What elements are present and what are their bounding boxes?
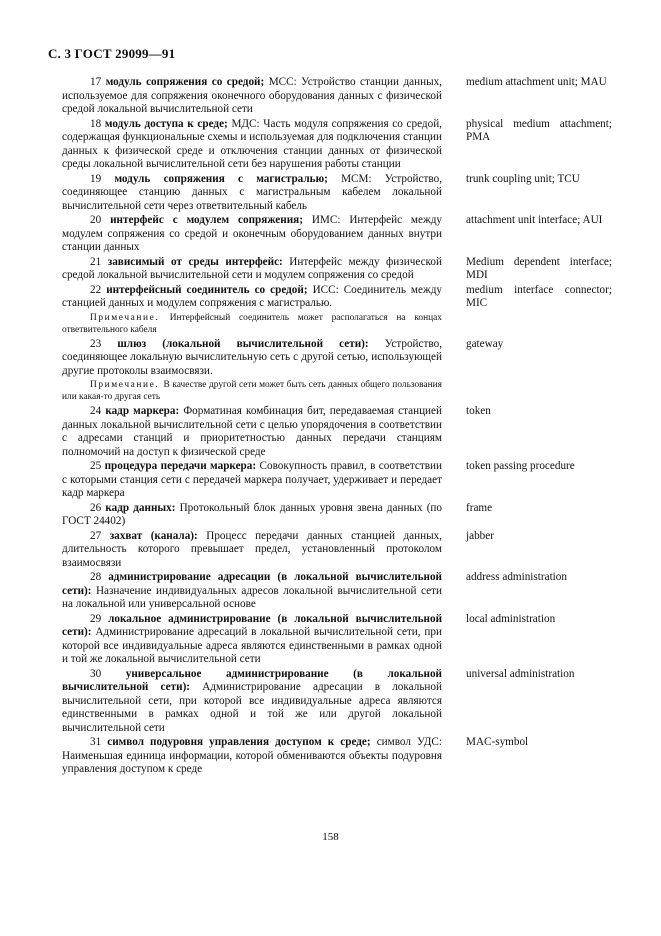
glossary-entry [62,502,612,529]
glossary-entry [62,338,612,379]
entry-english-term: gateway [466,337,504,350]
entry-number: 24 [90,405,106,417]
glossary-entry [62,613,612,667]
entry-text: Протокольный блок данных уровня звена данных (по ГОСТ 24402) [62,501,442,527]
entry-term: символ подуровня управления доступом к среде; [107,736,377,748]
entry-term: процедура передачи маркера: [104,460,260,472]
entry-number: 27 [90,529,110,542]
entry-number: 30 [90,667,126,680]
entry-text: Совокупность правил, в соответствии с которыми станция сети с передачей маркера получает, удерживает и передает кадр маркера [62,460,442,499]
entry-english-term: local administration [466,612,556,625]
glossary-entry [62,405,612,459]
entry-text: МСМ: Устройство, соединяющее станцию данных с магистральным кабелем локальной вычислительной сети через ответвительный кабель [62,172,442,212]
entry-term: интерфейс с модулем сопряжения; [110,214,312,226]
entry-number: 29 [90,612,109,625]
entry-text: Администрирование адресации в локальной вычислительной сети, при которой все индивидуальные адреса являются единственными в рамках одной и той же или другой локальной вычислительной сети [62,681,442,734]
entry-term: администрирование адресации (в локальной вычислительной сети): [62,571,443,597]
entry-english-term: trunk coupling unit; TCU [466,172,580,185]
glossary-entry [62,571,612,612]
entry-definition [62,668,442,736]
entry-definition [62,571,442,612]
entry-number: 22 [90,283,107,296]
entry-definition [62,214,442,255]
entry-note [62,379,442,403]
entry-number: 26 [90,501,106,514]
note-label: Примечание. [90,312,170,323]
entry-definition [62,76,442,117]
entry-term: локальное администрирование (в локальной вычислительной сети): [62,612,443,638]
entry-term: модуль сопряжения со средой; [105,76,269,88]
entry-english-term: medium interface connector; MIC [466,283,612,309]
entry-number: 25 [90,460,105,472]
entry-number: 21 [90,255,108,268]
note-label: Примечание. [90,380,164,390]
entry-definition [62,736,442,777]
entry-term: кадр маркера: [105,405,184,417]
glossary-entry [62,460,612,501]
note-text: В качестве другой сети может быть сеть данных общего пользования или какая-то другая сеть [62,380,442,402]
entry-english-term: token passing procedure [466,460,575,472]
entry-definition [62,460,442,501]
entry-text: ИМС: Интерфейс между модулем сопряжения со средой и оконечным оборудованием данных внутри станции данных [62,214,442,253]
entry-text: Администрирование адресаций в локальной вычислительной сети, при которой все индивидуальные адреса являются единственными в рамках одной и той же локальной вычислительной сети [62,626,442,665]
entry-definition [62,530,442,571]
entry-definition [62,502,442,529]
entry-term: кадр данных: [105,501,180,514]
entry-text: Устройство, соединяющее локальную вычислительную сеть с другой сетью, использующей другие протоколы взаимосвязи. [62,337,442,377]
entry-definition [62,613,442,667]
glossary-entry [62,284,612,311]
entry-text: Интерфейс между физической средой локальной вычислительной сети и модулем сопряжения со средой [62,255,442,281]
page-header: С. 3 ГОСТ 29099—91 [48,46,176,61]
entry-english-term: address administration [466,571,567,583]
glossary-entry [62,118,612,172]
entry-definition [62,405,442,459]
entry-term: зависимый от среды интерфейс: [107,255,290,268]
entry-term: захват (канала): [109,529,207,542]
entry-number: 31 [90,736,108,748]
entry-english-term: token [466,405,491,417]
entry-text: МДС: Часть модуля сопряжения со средой, содержащая функциональные схемы и используемая для подключения станции данных к физической среде и отключения станции данных от физической среды локальной вычислительной сети без нарушения работы станции [62,117,442,170]
glossary-entries [62,76,612,778]
entry-definition [62,284,442,311]
entry-number: 19 [90,172,115,185]
entry-text: Процесс передачи данных станцией данных, длительность которого превышает предел, установленный протоколом взаимосвязи [62,529,442,569]
glossary-entry [62,173,612,214]
entry-definition [62,173,442,214]
entry-english-term: attachment unit interface; AUI [466,214,603,226]
entry-english-term: frame [466,501,493,514]
entry-definition [62,338,442,379]
glossary-entry [62,530,612,571]
note-text: Интерфейсный соединитель может располагаться на концах ответвительного кабеля [62,312,442,335]
entry-text: ИСС: Соединитель между станцией данных и модулем сопряжения с магистралью. [62,283,442,309]
entry-definition [62,256,442,283]
entry-english-term: MAC-symbol [466,736,529,748]
entry-english-term: jabber [466,529,494,542]
entry-number: 23 [90,337,118,350]
entry-english-term: Medium dependent interface; MDI [466,255,612,281]
entry-english-term: medium attachment unit; MAU [466,76,607,88]
entry-english-term: physical medium attachment; PMA [466,117,612,143]
entry-note [62,312,442,336]
entry-term: шлюз (локальной вычислительной сети): [117,337,385,350]
glossary-entry [62,76,612,117]
glossary-entry [62,736,612,777]
entry-number: 28 [90,571,109,583]
entry-number: 18 [90,117,105,130]
entry-term: модуль доступа к среде; [104,117,232,130]
entry-term: универсальное администрирование (в локальной вычислительной сети): [62,667,442,693]
entry-number: 20 [90,214,111,226]
entry-number: 17 [90,76,106,88]
entry-text: Форматиная комбинация бит, передаваемая станцией данных локальной вычислительной сети с целью упорядочения в соответствии с адресами станций и приоритетностью данных передачи станциям полномочий на доступ к физической среде [62,405,443,458]
entry-text: Назначение индивидуальных адресов локальной вычислительной сети на локальной или универсальной основе [62,584,442,610]
page-number: 158 [322,831,339,843]
entry-definition [62,118,442,172]
entry-text: МСС: Устройство станции данных, используемое для сопряжения оконечного оборудования данных с физической средой локальной вычислительной сети [62,76,442,115]
entry-english-term: universal administration [466,667,575,680]
entry-term: интерфейсный соединитель со средой; [106,283,313,296]
entry-text: символ УДС: Наименьшая единица информации, которой обмениваются объекты подуровня управления доступом к среде [62,736,442,775]
glossary-entry [62,214,612,255]
glossary-entry [62,256,612,283]
glossary-entry [62,668,612,736]
entry-term: модуль сопряжения с магистралью; [114,172,342,185]
